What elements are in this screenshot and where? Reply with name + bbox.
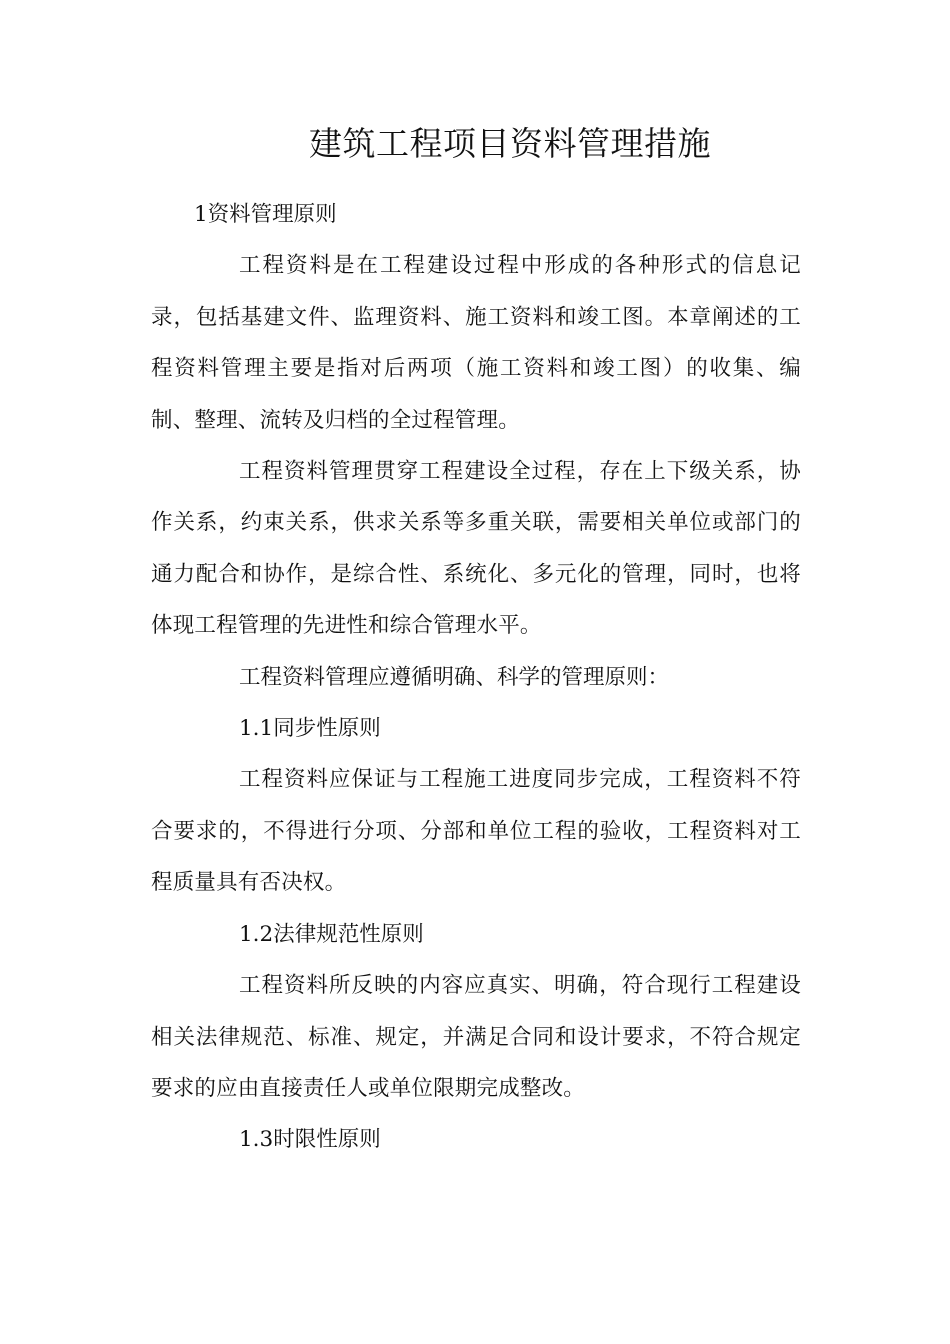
paragraph-3: 工程资料管理应遵循明确、科学的管理原则： xyxy=(239,664,670,690)
paragraph-2: 工程资料管理贯穿工程建设全过程，存在上下级关系，协作关系，约束关系，供求关系等多重关联，需要相关单位或部门的通力配合和协作，是综合性、系统化、多元化的管理，同时，也将体现工程管理的先进性和综合管理水平。 xyxy=(151,459,801,639)
paragraph-1: 工程资料是在工程建设过程中形成的各种形式的信息记录，包括基建文件、监理资料、施工资料和竣工图。本章阐述的工程资料管理主要是指对后两项（施工资料和竣工图）的收集、编制、整理、流转及归档的全过程管理。 xyxy=(151,253,801,433)
section-1-2-heading: 1.2法律规范性原则 xyxy=(239,921,424,947)
document-body xyxy=(151,189,801,1166)
document-title: 建筑工程项目资料管理措施 xyxy=(309,124,711,163)
paragraph-5: 工程资料所反映的内容应真实、明确，符合现行工程建设相关法律规范、标准、规定，并满足合同和设计要求，不符合规定要求的应由直接责任人或单位限期完成整改。 xyxy=(151,973,801,1101)
section-1-heading: 1资料管理原则 xyxy=(194,202,337,227)
section-1-3-heading: 1.3时限性原则 xyxy=(239,1127,381,1153)
section-1-1-heading: 1.1同步性原则 xyxy=(239,716,381,742)
paragraph-4: 工程资料应保证与工程施工进度同步完成，工程资料不符合要求的，不得进行分项、分部和单位工程的验收，工程资料对工程质量具有否决权。 xyxy=(151,767,801,896)
